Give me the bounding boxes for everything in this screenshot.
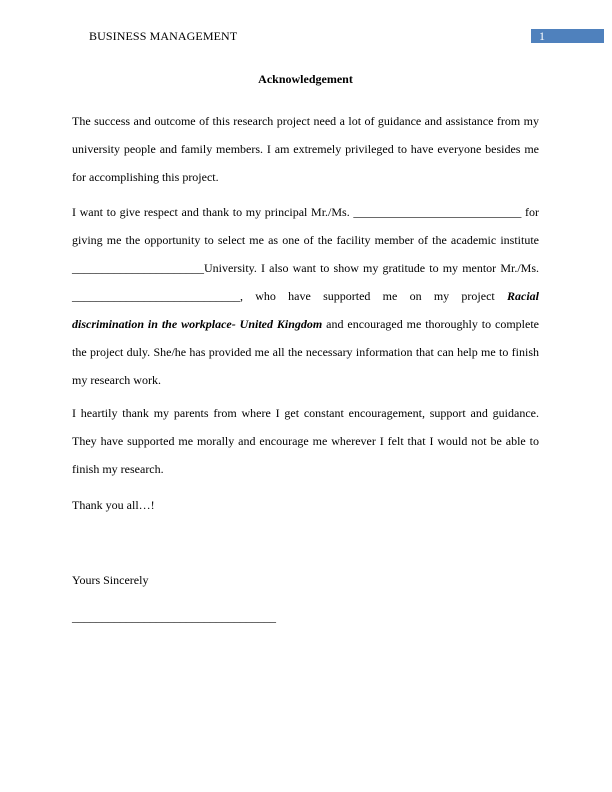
page-header	[0, 0, 612, 60]
paragraph-thanks-mentors-part2: and encouraged me thoroughly to complete the project duly. She/he has provided me all the necessary information that can help me to finish my research work.	[72, 317, 540, 387]
header-title: BUSINESS MANAGEMENT	[89, 29, 238, 43]
closing-salutation: Yours Sincerely	[72, 573, 149, 587]
paragraph-thanks-parents: I heartily thank my parents from where I get constant encouragement, support and guidance. They have supported me morally and encourage me wherever I felt that I would not be able to finish my research.	[72, 406, 539, 476]
document-body	[72, 70, 540, 624]
document-title: Acknowledgement	[258, 72, 353, 86]
paragraph-thanks-mentors-part1: I want to give respect and thank to my principal Mr./Ms. ____________________________ for giving me the opportunity to select me as one of the facility member of the academic institute ______________________University. I also want to show my gratitude to my mentor Mr./Ms. ____________________________, who have supported me on my project	[72, 205, 539, 303]
thanks-line: Thank you all…!	[72, 498, 155, 512]
project-title: Racial discrimination in the workplace- United Kingdom	[72, 289, 539, 331]
page-number: 1	[539, 29, 545, 43]
signature-line: __________________________________	[72, 610, 276, 624]
paragraph-thanks-mentors	[72, 198, 539, 394]
paragraph-intro: The success and outcome of this research project need a lot of guidance and assistance from my university people and family members. I am extremely privileged to have everyone besides me for accomplishing this project.	[72, 114, 539, 184]
page-number-badge	[531, 29, 604, 43]
